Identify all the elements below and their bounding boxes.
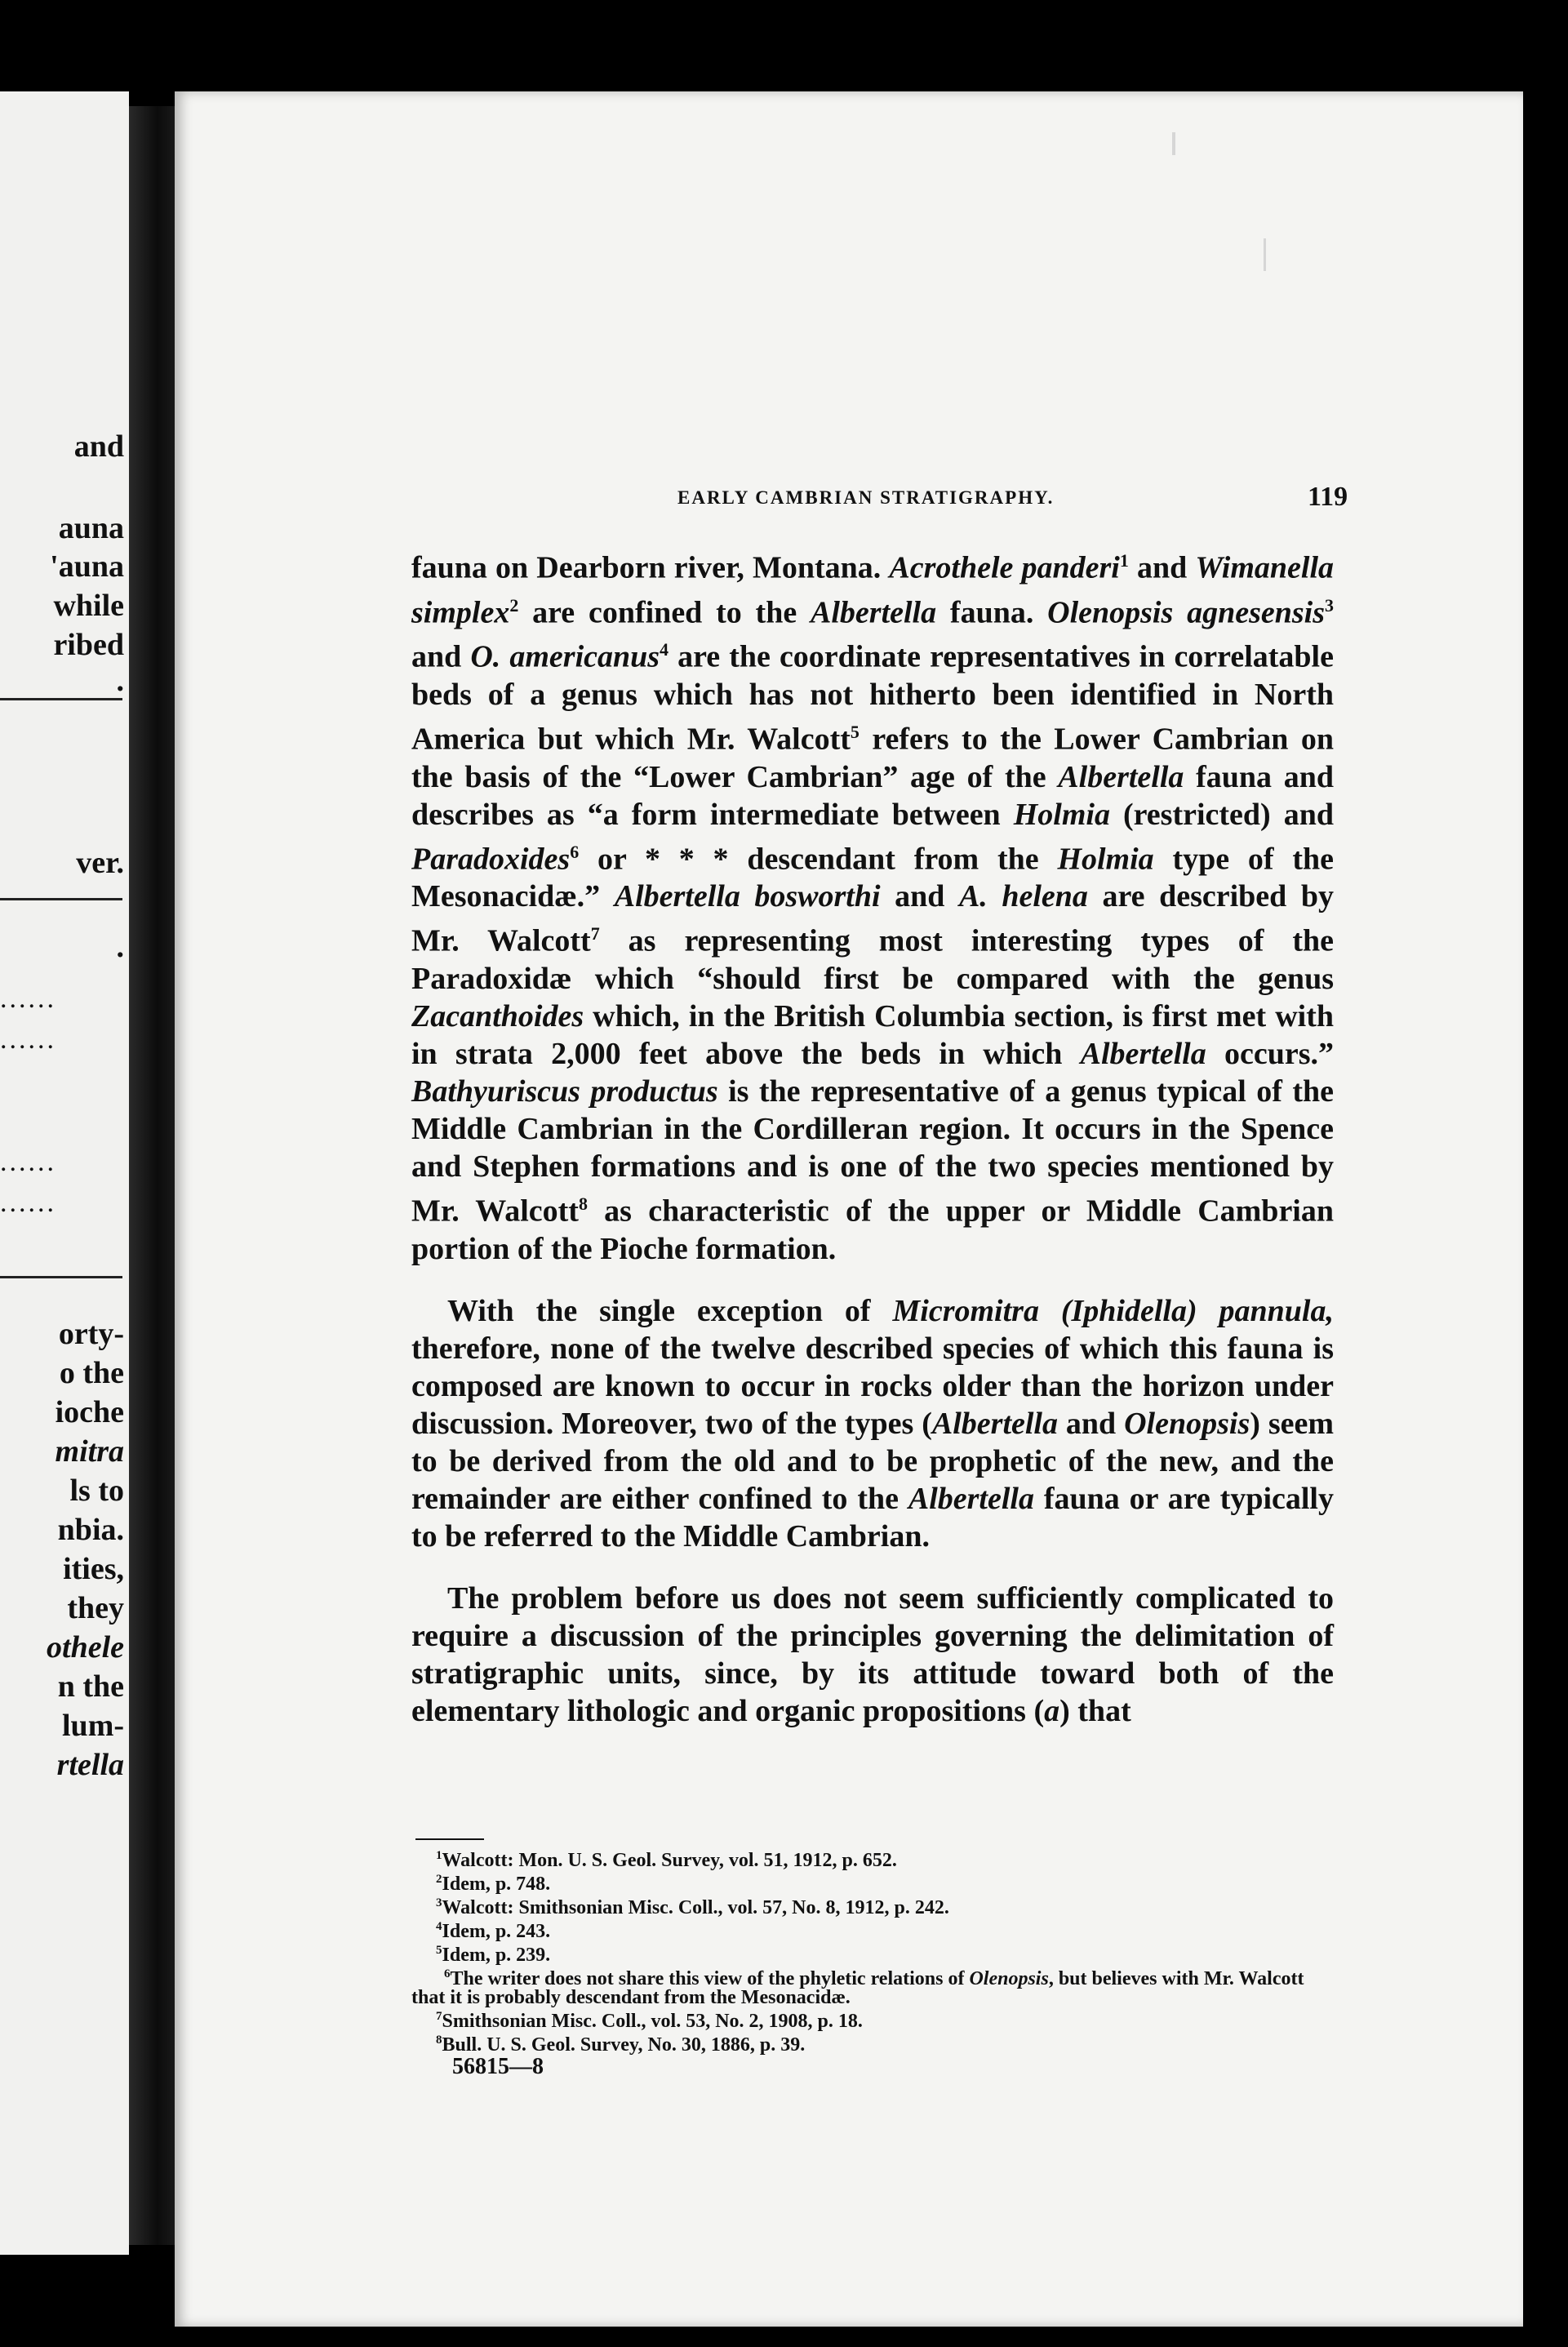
left-page-fragment: rtella: [56, 1748, 124, 1782]
left-page-leader-dots: ......: [0, 1025, 56, 1055]
footnote-number: 5: [436, 1944, 442, 1957]
text-run: as representing most interesting types of the Paradoxidæ which “should first be compared with the genus: [411, 923, 1334, 996]
footnote-number: 6: [444, 1967, 451, 1980]
text-run: are confined to the: [518, 595, 811, 630]
footnote-ref: 3: [1325, 594, 1334, 616]
text-run: The problem before us does not seem sufficiently complicated to require a discussion of the principles governing the delimitation of stratigraphic units, since, by its attitude toward both of the elementary lithologic and organic propositions (: [411, 1580, 1334, 1728]
left-page-fragment: ls to: [69, 1474, 124, 1508]
text-run: refers to the Lower Cambrian on the basis of the “Lower Cambrian” age of the: [411, 722, 1334, 794]
text-run: are described by Mr. Walcott: [411, 879, 1334, 958]
left-page-fragment: n the: [57, 1669, 124, 1704]
footnote-text: Idem, p. 243.: [442, 1921, 551, 1942]
text-run: ) seem to be derived from the old and to be prophetic of the new, and the remainder are either confined to the: [411, 1406, 1334, 1516]
taxon-name: Albertella: [811, 595, 937, 630]
footnote: [411, 2007, 1342, 2031]
book-page: [175, 91, 1523, 2327]
left-page-rule: [0, 698, 122, 700]
taxon-name: Albertella: [908, 1481, 1034, 1516]
footnote-ref: 7: [590, 923, 600, 945]
footnote-number: 4: [436, 1920, 442, 1933]
taxon-name: Holmia: [1057, 842, 1154, 877]
text-run: ) that: [1059, 1693, 1131, 1728]
left-page-fragment: ver.: [76, 846, 124, 880]
footnote-text: Smithsonian Misc. Coll., vol. 53, No. 2, 1908, p. 18.: [442, 2011, 863, 2032]
footnote-number: 1: [436, 1849, 442, 1862]
left-page-fragment: o the: [59, 1356, 124, 1390]
footnote-text: Walcott: Smithsonian Misc. Coll., vol. 57, No. 8, 1912, p. 242.: [442, 1897, 949, 1918]
paragraph: [411, 1292, 1334, 1555]
left-page-fragment: .: [116, 664, 124, 698]
footnotes: [411, 1847, 1342, 2055]
footnote-number: 8: [436, 2034, 442, 2047]
left-page-leader-dots: ......: [0, 984, 56, 1014]
taxon-name: Paradoxides: [411, 842, 571, 877]
left-page-fragment: ities,: [63, 1552, 124, 1586]
footnote-text: Walcott: Mon. U. S. Geol. Survey, vol. 51, 1912, p. 652.: [442, 1850, 897, 1871]
left-page-fragment: and: [73, 429, 124, 464]
text-run: therefore, none of the twelve described species of which this fauna is composed are known to occur in rocks older than the horizon under discussion. Moreover, two of the types (: [411, 1331, 1334, 1441]
footnote: [411, 1870, 1342, 1894]
text-run: fauna and describes as “a form intermediate between: [411, 759, 1334, 832]
text-run: fauna.: [936, 595, 1048, 630]
left-page-fragment: lum-: [62, 1709, 124, 1743]
paragraph: [411, 1580, 1334, 1730]
body-text: [411, 542, 1334, 1754]
left-page-rule: [0, 1276, 122, 1278]
text-run: or * * * descendant from the: [579, 842, 1058, 877]
left-page-fragment: while: [53, 589, 124, 623]
left-page-fragment: 'auna: [50, 549, 124, 584]
taxon-name: Olenopsis: [1124, 1406, 1250, 1441]
footnote-ref: 6: [570, 841, 580, 862]
footnote-text: , but believes with Mr. Walcott that it is probably descendant from the Mesonacidæ.: [411, 1968, 1304, 2008]
footnote-text: Bull. U. S. Geol. Survey, No. 30, 1886, p. 39.: [442, 2034, 806, 2056]
left-page-fragment: orty-: [58, 1317, 124, 1351]
footnote-ref: 1: [1119, 550, 1129, 571]
text-run: With the single exception of: [447, 1293, 893, 1328]
taxon-name: Zacanthoides: [411, 998, 584, 1033]
taxon-name: Olenopsis: [969, 1968, 1049, 1989]
text-run: which, in the British Columbia section, is first met with in strata 2,000 feet above the beds in which: [411, 998, 1334, 1071]
left-page-fragment: auna: [58, 511, 124, 545]
taxon-name: Albertella: [1080, 1036, 1206, 1071]
footnote-ref: 8: [578, 1193, 588, 1214]
text-run: are the coordinate representatives in correlatable beds of a genus which has not hitherto been identified in North America but which Mr. Walcott: [411, 639, 1334, 757]
footnote: [411, 1965, 1342, 2007]
left-page-rule: [0, 898, 122, 900]
text-run: and: [1058, 1406, 1125, 1441]
footnote-rule: [415, 1838, 484, 1840]
taxon-name: Olenopsis agnesensis: [1047, 595, 1325, 630]
book-spine: [129, 106, 176, 2245]
text-run: is the representative of a genus typical of the Middle Cambrian in the Cordilleran region. It occurs in the Spence and Stephen formations and is one of the two species mentioned by Mr. Walcott: [411, 1073, 1334, 1229]
paragraph: [411, 542, 1334, 1268]
footnote-text: Idem, p. 239.: [442, 1945, 551, 1966]
left-page-fragment: nbia.: [57, 1513, 124, 1547]
left-page-leader-dots: ......: [0, 1147, 56, 1177]
text-run: and: [880, 879, 959, 914]
footnote-ref: 4: [660, 639, 669, 660]
previous-page: [0, 91, 129, 2255]
left-page-fragment: .: [116, 930, 124, 964]
text-run: (restricted) and: [1109, 797, 1334, 832]
taxon-name: Wimanella simplex: [411, 550, 1334, 630]
text-run: fauna or are typically to be referred to the Middle Cambrian.: [411, 1481, 1334, 1554]
footnote: [411, 1918, 1342, 1941]
left-page-fragment: othele: [47, 1630, 124, 1665]
left-page-fragment: mitra: [55, 1434, 124, 1469]
footnote: [411, 1941, 1342, 1965]
taxon-name: Micromitra (Iphidella) pannula,: [892, 1293, 1334, 1328]
footnote: [411, 2031, 1342, 2055]
taxon-name: Bathyuriscus productus: [411, 1073, 718, 1109]
taxon-name: a: [1044, 1693, 1060, 1728]
text-run: fauna on Dearborn river, Montana.: [411, 550, 890, 585]
text-run: occurs.”: [1206, 1036, 1334, 1071]
text-run: and: [411, 639, 471, 674]
text-run: as characteristic of the upper or Middle Cambrian portion of the Pioche formation.: [411, 1194, 1334, 1266]
footnote-ref: 2: [509, 594, 519, 616]
footnote-number: 2: [436, 1873, 442, 1886]
taxon-name: Albertella bosworthi: [614, 879, 881, 914]
page-number: 119: [1308, 482, 1348, 512]
left-page-leader-dots: ......: [0, 1188, 56, 1218]
taxon-name: Albertella: [1058, 759, 1184, 794]
footnote: [411, 1847, 1342, 1870]
left-page-fragment: ioche: [55, 1395, 124, 1429]
taxon-name: O. americanus: [470, 639, 660, 674]
footnote-number: 7: [436, 2010, 442, 2023]
text-run: and: [1128, 550, 1196, 585]
signature-mark: 56815—8: [452, 2054, 544, 2079]
left-page-fragment: ribed: [53, 628, 124, 662]
taxon-name: Holmia: [1013, 797, 1110, 832]
footnote-ref: 5: [850, 721, 860, 742]
left-page-fragment: they: [67, 1591, 124, 1625]
text-run: type of the Mesonacidæ.”: [411, 842, 1334, 914]
running-header: EARLY CAMBRIAN STRATIGRAPHY.: [677, 487, 1055, 508]
taxon-name: Albertella: [931, 1406, 1058, 1441]
footnote: [411, 1894, 1342, 1918]
footnote-text: Idem, p. 748.: [442, 1874, 551, 1895]
taxon-name: A. helena: [958, 879, 1088, 914]
footnote-number: 3: [436, 1896, 442, 1909]
taxon-name: Acrothele panderi: [889, 550, 1120, 585]
footnote-text: The writer does not share this view of the phyletic relations of: [450, 1968, 970, 1989]
